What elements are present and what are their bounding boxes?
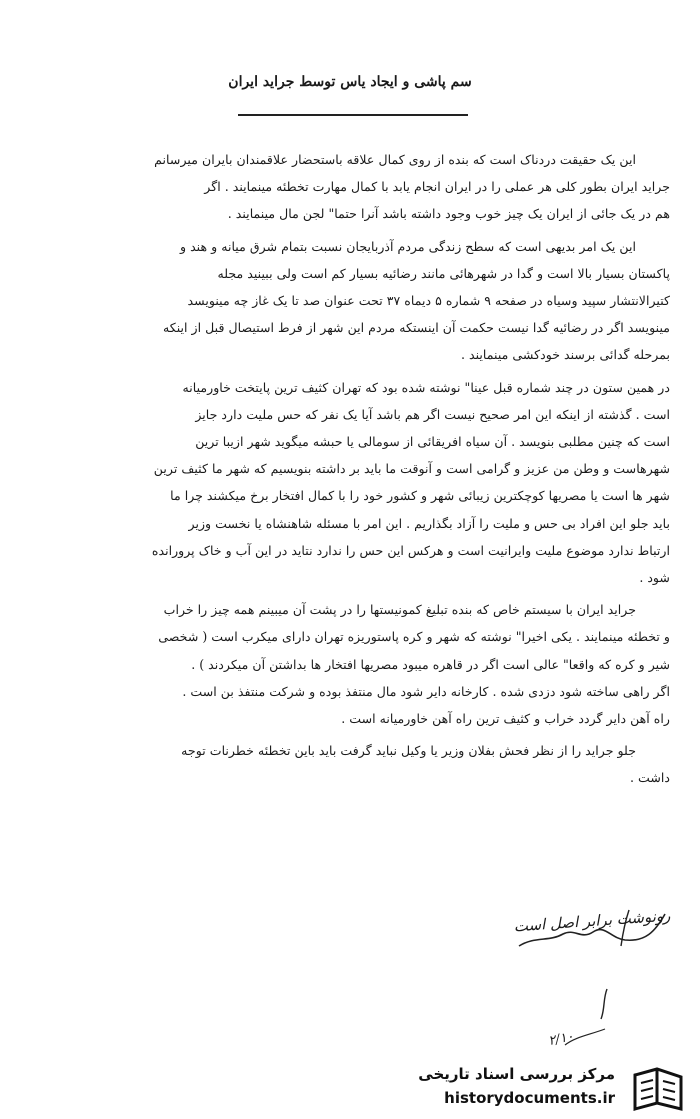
paragraph [40, 146, 670, 228]
paragraph [40, 596, 670, 732]
watermark-name: مرکز بررسی اسناد تاریخی [418, 1065, 615, 1083]
paragraph [40, 233, 670, 369]
text-line: اگر راهی ساخته شود دزدی شده . کارخانه دایر شود مال منتفذ بوده و شرکت منتفذ بن است . [182, 683, 670, 699]
text-line: شهرهاست و وطن من عزیز و گرامی است و آنوقت ما باید بر داشته بنویسیم که شهر ما کثیف ترین [153, 461, 670, 477]
text-line: باید جلو این افراد بی حس و ملیت را آزاد بگذاریم . این امر با مسئله شاهنشاه یا نخست وزیر [188, 515, 670, 531]
text-line: جراید ایران بطور کلی هر عملی را در ایران انجام یابد با کمال مهارت تخطئه مینمایند . اگر [204, 179, 670, 195]
text-line: این یک امر بدیهی است که سطح زندگی مردم آذربایجان نسبت بتمام شرق میانه و هند و [179, 238, 636, 254]
text-line: در همین ستون در چند شماره قبل عینا" نوشته شده بود که تهران کثیف ترین پایتخت خاورمیانه [182, 379, 670, 395]
text-line: این یک حقیقت دردناک است که بنده از روی کمال علاقه باستحضار علاقمندان بایران میرسانم [154, 152, 636, 167]
text-line: کتیرالانتشار سپید وسیاه در صفحه ۹ شماره ۵ دیماه ۳۷ تحت عنوان صد تا یک غاز چه مینویسد [187, 293, 670, 309]
title-underline [238, 114, 468, 116]
handwritten-date: ۲/۱۰ [547, 1029, 575, 1050]
text-line: پاکستان بسیار بالا است و گدا در شهرهائی مانند رضائیه بسیار کم است ولی ببینید مجله [217, 265, 670, 281]
text-line: شهر ها است یا مصریها کوچکترین زیبائی شهر و کشور خود را با کمال افتخار برخ میکشند چرا ما [170, 488, 670, 504]
text-line: داشت . [629, 770, 670, 786]
text-line: و تخطئه مینمایند . یکی اخیرا" نوشته که شهر و کره پاستوریزه تهران دارای میکرب است ( شخصی [158, 629, 670, 645]
paragraph [40, 737, 670, 791]
text-line: راه آهن دایر گردد خراب و کثیف ترین راه آهن خاورمیانه است . [341, 711, 670, 727]
text-line: است . گذشته از اینکه این امر صحیح نیست اگر هم باشد آیا یک نفر که حس ملیت دارد جایز [195, 406, 670, 422]
paragraph [40, 374, 670, 592]
watermark-url: historydocuments.ir [444, 1089, 615, 1107]
text-line: ارتباط ندارد موضوع ملیت وایرانیت است و هرکس این حس را ندارد نتاید در این آب و خاک پرورانده [151, 542, 670, 558]
text-line: است که چنین مطلبی بنویسد . آن سیاه افریقائی از سومالی یا حبشه میگوید شهر ازیبا ترین [195, 434, 670, 450]
document-archive-icon [627, 1065, 689, 1113]
text-line: مینویسد اگر در رضائیه گدا نیست حکمت آن اینستکه مردم این شهر از فرط استیصال قبل از اینکه [163, 320, 670, 336]
certified-copy-signature: رونوشت برابر اصل است [513, 906, 671, 936]
text-line: بمرحله گدائی برسند خودکشی مینمایند . [461, 347, 670, 363]
document-body [40, 146, 670, 792]
text-line: جراید ایران با سیستم خاص که بنده تبلیغ کمونیستها را در پشت آن میبینم همه چیز را خراب [163, 602, 636, 618]
text-line: هم در یک جائی از ایران یک چیز خوب وجود داشته باشد آنرا حتما" لجن مال مینمایند . [227, 206, 670, 222]
watermark [410, 1063, 695, 1115]
text-line: شود . [639, 570, 670, 586]
text-line: شیر و کره که واقعا" عالی است اگر در قاهره میبود مصریها افتخار ها بداشتن آن میکردند ) . [191, 656, 670, 672]
text-line: جلو جراید را از نظر فحش بفلان وزیر یا وکیل نباید گرفت باید باین تخطئه خطرنات توجه [181, 743, 636, 759]
document-title: سم پاشی و ایجاد یاس توسط جراید ایران [228, 74, 472, 90]
